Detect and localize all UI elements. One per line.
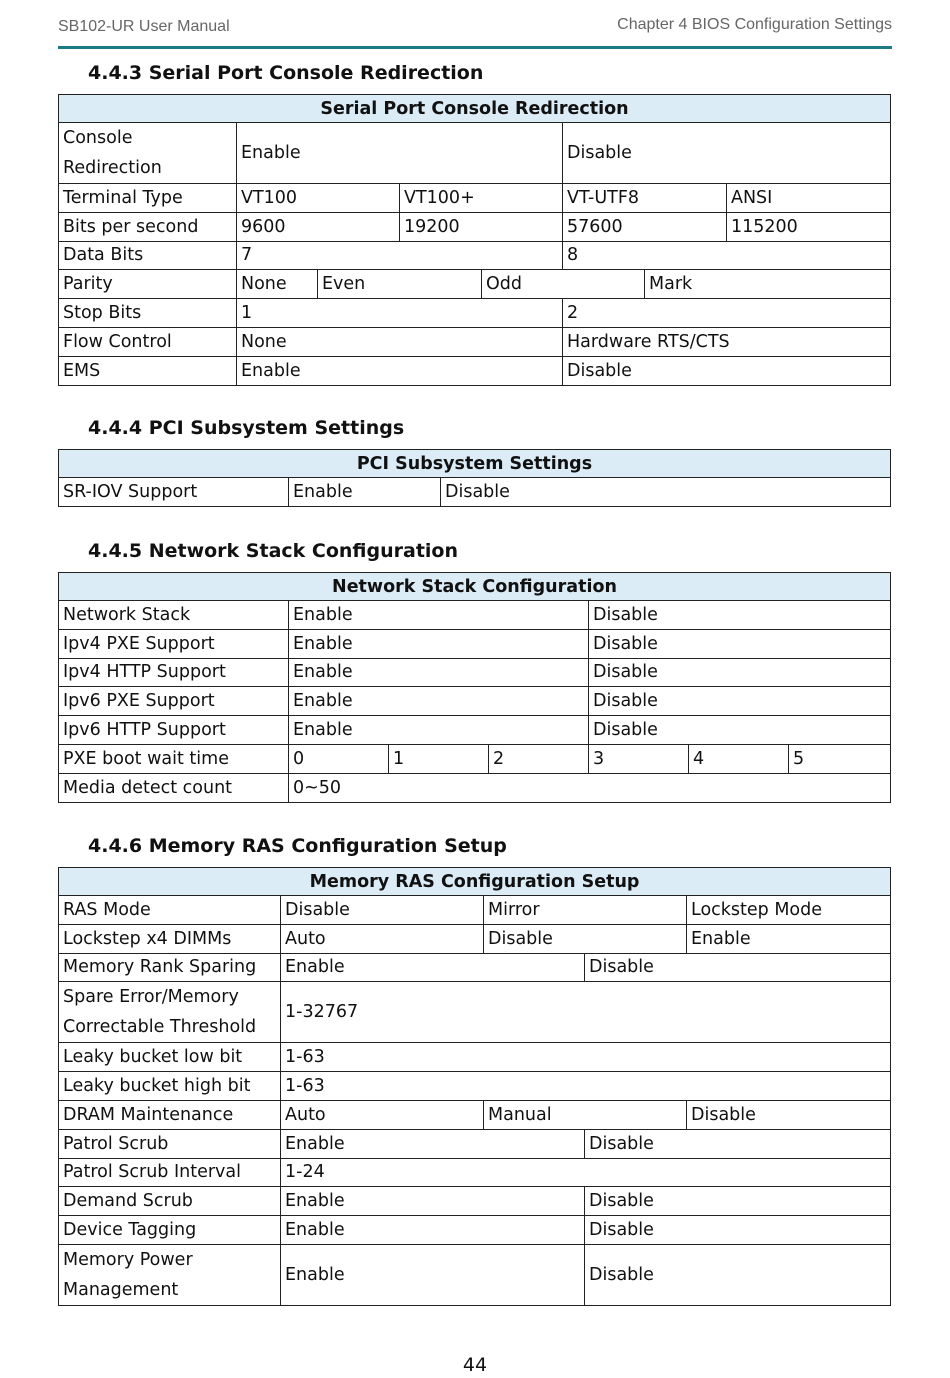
option-cell: Enable (289, 716, 589, 745)
table-row (59, 1129, 891, 1158)
option-cell: 1-32767 (281, 982, 891, 1043)
option-cell: Enable (289, 687, 589, 716)
row-label: Terminal Type (59, 184, 237, 213)
row-label: Flow Control (59, 327, 237, 356)
row-label: Parity (59, 270, 237, 299)
network-section (58, 536, 890, 803)
table-row (59, 773, 891, 802)
option-cell: Disable (589, 687, 891, 716)
option-cell: 1-63 (281, 1043, 891, 1072)
option-cell: Disable (585, 1129, 891, 1158)
option-cell: Disable (563, 123, 891, 184)
option-cell: 5 (789, 744, 891, 773)
table-row (59, 924, 891, 953)
table-row (59, 212, 891, 241)
option-cell: 1 (389, 744, 489, 773)
row-label: Lockstep x4 DIMMs (59, 924, 281, 953)
table-row (59, 184, 891, 213)
option-cell: Manual (484, 1100, 687, 1129)
option-cell: Enable (281, 1129, 585, 1158)
row-label: DRAM Maintenance (59, 1100, 281, 1129)
table-row (59, 1244, 891, 1305)
table-row (59, 1158, 891, 1187)
option-cell: Mark (645, 270, 891, 299)
table-title-row (59, 95, 891, 123)
option-cell: 57600 (563, 212, 727, 241)
option-cell: 3 (589, 744, 689, 773)
pci-table (58, 449, 891, 507)
row-label: Bits per second (59, 212, 237, 241)
option-cell: Disable (441, 478, 891, 507)
option-cell: 0 (289, 744, 389, 773)
table-row (59, 687, 891, 716)
table-title: PCI Subsystem Settings (59, 450, 891, 478)
option-cell: 1 (237, 299, 563, 328)
option-cell: Disable (563, 356, 891, 385)
option-cell: Disable (585, 1187, 891, 1216)
table-row (59, 629, 891, 658)
option-cell: 1-24 (281, 1158, 891, 1187)
option-cell: 8 (563, 241, 891, 270)
option-cell: VT100+ (400, 184, 563, 213)
manual-title: SB102-UR User Manual (58, 18, 230, 35)
table-row (59, 982, 891, 1043)
serial-heading: 4.4.3 Serial Port Console Redirection (88, 62, 484, 84)
table-row (59, 744, 891, 773)
row-label: Leaky bucket low bit (59, 1043, 281, 1072)
option-cell: Enable (237, 123, 563, 184)
row-label: Ipv6 HTTP Support (59, 716, 289, 745)
option-cell: Auto (281, 924, 484, 953)
row-label: Patrol Scrub (59, 1129, 281, 1158)
table-row (59, 953, 891, 982)
option-cell: Enable (289, 478, 441, 507)
network-heading: 4.4.5 Network Stack Configuration (88, 540, 459, 562)
row-label: PXE boot wait time (59, 744, 289, 773)
option-cell: Disable (281, 896, 484, 925)
table-title: Serial Port Console Redirection (59, 95, 891, 123)
option-cell: Even (318, 270, 482, 299)
table-row (59, 1216, 891, 1245)
table-row (59, 716, 891, 745)
row-label: Ipv6 PXE Support (59, 687, 289, 716)
row-label: Stop Bits (59, 299, 237, 328)
row-label: Ipv4 HTTP Support (59, 658, 289, 687)
table-row (59, 601, 891, 630)
option-cell: Enable (289, 658, 589, 687)
option-cell: Disable (589, 629, 891, 658)
page-header (58, 16, 892, 49)
option-cell: Lockstep Mode (687, 896, 891, 925)
row-label: Spare Error/Memory Correctable Threshold (59, 982, 281, 1043)
option-cell: None (237, 270, 318, 299)
table-row (59, 1043, 891, 1072)
row-label: Data Bits (59, 241, 237, 270)
option-cell: Enable (237, 356, 563, 385)
option-cell: Enable (281, 1244, 585, 1305)
option-cell: Disable (687, 1100, 891, 1129)
table-title-row (59, 450, 891, 478)
option-cell: VT-UTF8 (563, 184, 727, 213)
table-row (59, 1072, 891, 1101)
memory-table (58, 867, 891, 1306)
option-cell: 4 (689, 744, 789, 773)
option-cell: 19200 (400, 212, 563, 241)
network-table (58, 572, 891, 803)
option-cell: Hardware RTS/CTS (563, 327, 891, 356)
option-cell: 115200 (727, 212, 891, 241)
page-number: 44 (462, 1354, 488, 1376)
option-cell: Disable (585, 1244, 891, 1305)
option-cell: Enable (687, 924, 891, 953)
table-row (59, 356, 891, 385)
option-cell: Enable (281, 1187, 585, 1216)
row-label: Console Redirection (59, 123, 237, 184)
pci-heading: 4.4.4 PCI Subsystem Settings (88, 417, 405, 439)
option-cell: Disable (589, 601, 891, 630)
option-cell: Auto (281, 1100, 484, 1129)
table-row (59, 1187, 891, 1216)
option-cell: 2 (489, 744, 589, 773)
table-row (59, 299, 891, 328)
table-row (59, 658, 891, 687)
row-label: Leaky bucket high bit (59, 1072, 281, 1101)
row-label: Device Tagging (59, 1216, 281, 1245)
option-cell: 9600 (237, 212, 400, 241)
table-title-row (59, 868, 891, 896)
table-title: Network Stack Configuration (59, 573, 891, 601)
option-cell: Disable (585, 953, 891, 982)
row-label: RAS Mode (59, 896, 281, 925)
row-label: Demand Scrub (59, 1187, 281, 1216)
table-row (59, 1100, 891, 1129)
option-cell: Disable (589, 716, 891, 745)
option-cell: Enable (289, 629, 589, 658)
row-label: Ipv4 PXE Support (59, 629, 289, 658)
option-cell: Mirror (484, 896, 687, 925)
table-row (59, 270, 891, 299)
table-title-row (59, 573, 891, 601)
row-label: EMS (59, 356, 237, 385)
table-title: Memory RAS Configuration Setup (59, 868, 891, 896)
option-cell: Disable (589, 658, 891, 687)
row-label: Patrol Scrub Interval (59, 1158, 281, 1187)
table-row (59, 896, 891, 925)
option-cell: 2 (563, 299, 891, 328)
option-cell: 0~50 (289, 773, 891, 802)
option-cell: VT100 (237, 184, 400, 213)
row-label: Media detect count (59, 773, 289, 802)
table-row (59, 123, 891, 184)
option-cell: 1-63 (281, 1072, 891, 1101)
option-cell: Odd (482, 270, 645, 299)
option-cell: Disable (484, 924, 687, 953)
row-label: Memory Power Management (59, 1244, 281, 1305)
row-label: Network Stack (59, 601, 289, 630)
memory-heading: 4.4.6 Memory RAS Configuration Setup (88, 835, 507, 857)
row-label: SR-IOV Support (59, 478, 289, 507)
option-cell: Disable (585, 1216, 891, 1245)
serial-table (58, 94, 891, 386)
table-row (59, 241, 891, 270)
chapter-title: Chapter 4 BIOS Configuration Settings (617, 16, 892, 33)
option-cell: Enable (289, 601, 589, 630)
row-label: Memory Rank Sparing (59, 953, 281, 982)
memory-section (58, 831, 890, 1306)
option-cell: Enable (281, 1216, 585, 1245)
pci-section (58, 413, 890, 507)
option-cell: None (237, 327, 563, 356)
option-cell: 7 (237, 241, 563, 270)
serial-section (58, 58, 890, 386)
table-row (59, 327, 891, 356)
option-cell: ANSI (727, 184, 891, 213)
option-cell: Enable (281, 953, 585, 982)
table-row (59, 478, 891, 507)
